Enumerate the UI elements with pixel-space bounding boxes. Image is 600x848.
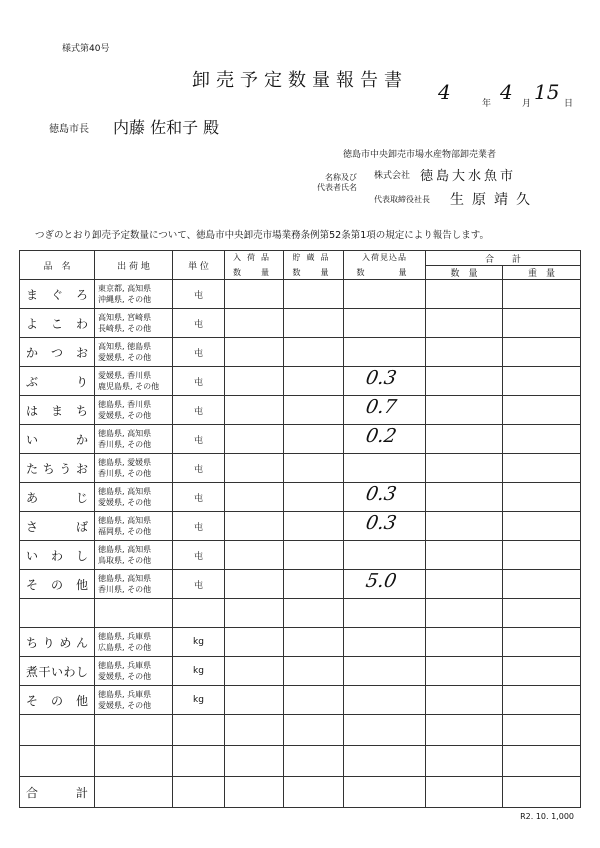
table-row xyxy=(20,425,581,454)
header-unit: 単 位 xyxy=(173,251,225,280)
row-unit: 屯 xyxy=(173,396,225,425)
print-code: R2. 10. 1,000 xyxy=(520,812,574,821)
row-item-name: よこわ xyxy=(20,309,95,338)
row-expected-quantity: 0.3 xyxy=(364,367,399,389)
page-title: 卸売予定数量報告書 xyxy=(192,70,408,91)
row-item-name: いわし xyxy=(20,541,95,570)
table-row xyxy=(20,686,581,715)
row-origin: 徳島県, 高知県 愛媛県, その他 xyxy=(95,483,173,512)
table-row xyxy=(20,657,581,686)
row-unit: 屯 xyxy=(173,280,225,309)
row-item-name: たちうお xyxy=(20,454,95,483)
row-item-name: ぶり xyxy=(20,367,95,396)
row-origin xyxy=(95,746,173,777)
date-day-label: 日 xyxy=(564,99,574,109)
row-item-name xyxy=(20,746,95,777)
row-item-name: その他 xyxy=(20,686,95,715)
row-origin xyxy=(95,777,173,808)
row-origin: 徳島県, 兵庫県 愛媛県, その他 xyxy=(95,657,173,686)
table-row xyxy=(20,483,581,512)
table-row xyxy=(20,628,581,657)
name-label xyxy=(317,173,357,193)
report-date xyxy=(438,80,578,112)
header-expected-top: 入荷見込品 xyxy=(362,253,407,262)
row-unit: 屯 xyxy=(173,338,225,367)
row-item-name: 煮干いわし xyxy=(20,657,95,686)
header-item: 品 名 xyxy=(20,251,95,280)
row-unit xyxy=(173,715,225,746)
quantity-table xyxy=(19,250,581,808)
date-month-label: 月 xyxy=(522,99,532,109)
row-item-name xyxy=(20,715,95,746)
row-expected-quantity: 0.7 xyxy=(364,396,399,418)
row-origin: 東京都, 高知県 沖縄県, その他 xyxy=(95,280,173,309)
row-origin: 徳島県, 高知県 福岡県, その他 xyxy=(95,512,173,541)
row-origin: 徳島県, 兵庫県 愛媛県, その他 xyxy=(95,686,173,715)
date-day: 15 xyxy=(534,80,560,104)
row-expected-quantity: 0.3 xyxy=(364,483,399,505)
row-item-name: かつお xyxy=(20,338,95,367)
row-origin: 徳島県, 高知県 香川県, その他 xyxy=(95,570,173,599)
header-arrival xyxy=(225,251,284,280)
table-row xyxy=(20,280,581,309)
row-expected-quantity: 0.2 xyxy=(364,425,399,447)
header-arrival-bottom: 数 量 xyxy=(233,268,275,277)
row-item-name: さば xyxy=(20,512,95,541)
header-origin: 出 荷 地 xyxy=(95,251,173,280)
row-origin: 徳島県, 香川県 愛媛県, その他 xyxy=(95,396,173,425)
name-label-line1: 名称及び xyxy=(325,173,357,182)
header-stored xyxy=(284,251,344,280)
row-item-name: ちりめん xyxy=(20,628,95,657)
row-origin xyxy=(95,715,173,746)
header-expected-bottom: 数 量 xyxy=(356,268,413,277)
addressee-title: 徳島市長 xyxy=(49,124,89,135)
table-row xyxy=(20,599,581,628)
company-name: 徳島大水魚市 xyxy=(420,169,517,184)
row-origin: 愛媛県, 香川県 鹿児島県, その他 xyxy=(95,367,173,396)
table-row xyxy=(20,512,581,541)
company-description: 徳島市中央卸売市場水産物部卸売業者 xyxy=(343,150,497,160)
representative-name: 生原靖久 xyxy=(450,192,538,208)
row-unit xyxy=(173,746,225,777)
date-year: 4 xyxy=(438,80,451,104)
table-row-total xyxy=(20,777,581,808)
row-item-name: あじ xyxy=(20,483,95,512)
table-row xyxy=(20,396,581,425)
row-unit: 屯 xyxy=(173,483,225,512)
row-unit: 屯 xyxy=(173,541,225,570)
row-origin: 徳島県, 兵庫県 広島県, その他 xyxy=(95,628,173,657)
table-row xyxy=(20,338,581,367)
row-item-name: その他 xyxy=(20,570,95,599)
row-unit: 屯 xyxy=(173,454,225,483)
header-total-count: 数 量 xyxy=(426,266,503,280)
row-unit xyxy=(173,599,225,628)
row-expected-quantity: 5.0 xyxy=(364,570,399,592)
row-unit: 屯 xyxy=(173,570,225,599)
name-label-line2: 代表者氏名 xyxy=(317,183,357,192)
row-origin: 高知県, 宮崎県 長崎県, その他 xyxy=(95,309,173,338)
row-item-name: はまち xyxy=(20,396,95,425)
row-unit: 屯 xyxy=(173,309,225,338)
row-unit: 屯 xyxy=(173,425,225,454)
row-unit: kg xyxy=(173,657,225,686)
header-stored-bottom: 数 量 xyxy=(292,268,335,277)
row-item-name: いか xyxy=(20,425,95,454)
table-row xyxy=(20,715,581,746)
table-row xyxy=(20,746,581,777)
row-item-name: まぐろ xyxy=(20,280,95,309)
row-origin: 徳島県, 愛媛県 香川県, その他 xyxy=(95,454,173,483)
table-row xyxy=(20,367,581,396)
intro-text: つぎのとおり卸売予定数量について、徳島市中央卸売市場業務条例第52条第1項の規定により報告します。 xyxy=(35,230,489,241)
row-unit: kg xyxy=(173,686,225,715)
row-expected-quantity: 0.3 xyxy=(364,512,399,534)
row-unit xyxy=(173,777,225,808)
row-unit: kg xyxy=(173,628,225,657)
row-origin xyxy=(95,599,173,628)
company-prefix: 株式会社 xyxy=(374,171,411,181)
row-unit: 屯 xyxy=(173,367,225,396)
header-total-weight: 重 量 xyxy=(503,266,581,280)
row-origin: 徳島県, 高知県 鳥取県, その他 xyxy=(95,541,173,570)
header-total: 合 計 xyxy=(426,251,581,266)
header-stored-top: 貯蔵品 xyxy=(292,253,335,262)
table-row xyxy=(20,454,581,483)
total-label: 合 計 xyxy=(20,777,95,808)
row-item-name xyxy=(20,599,95,628)
header-arrival-top: 入荷品 xyxy=(233,253,275,262)
table-row xyxy=(20,570,581,599)
table-row xyxy=(20,309,581,338)
representative-role: 代表取締役社長 xyxy=(374,195,430,204)
date-year-label: 年 xyxy=(482,99,492,109)
row-unit: 屯 xyxy=(173,512,225,541)
addressee-name: 内藤 佐和子 殿 xyxy=(113,118,220,137)
form-number: 様式第40号 xyxy=(62,44,110,54)
header-expected xyxy=(344,251,426,280)
row-origin: 徳島県, 高知県 香川県, その他 xyxy=(95,425,173,454)
table-row xyxy=(20,541,581,570)
date-month: 4 xyxy=(500,80,513,104)
row-origin: 高知県, 徳島県 愛媛県, その他 xyxy=(95,338,173,367)
